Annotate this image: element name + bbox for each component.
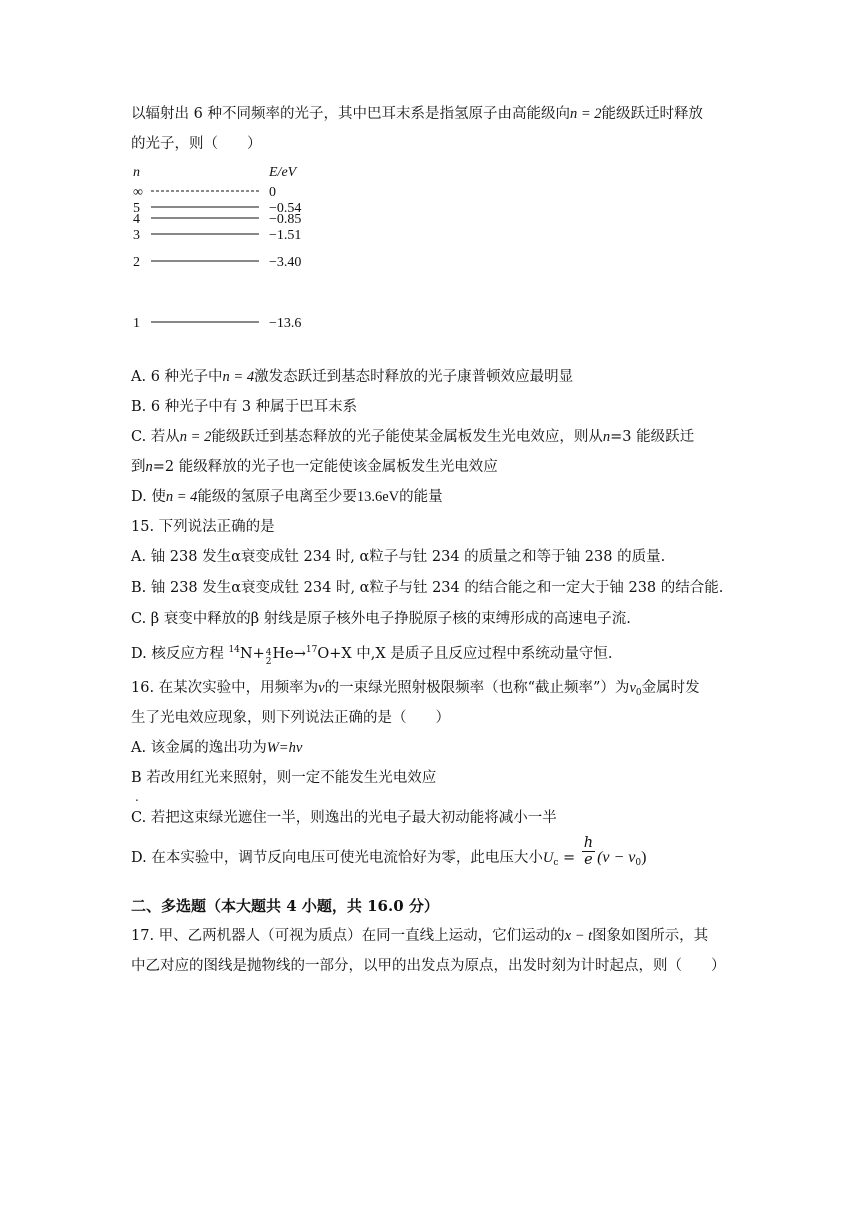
level-n-label: 3 <box>133 228 140 243</box>
math-n2: n = 2 <box>179 429 212 445</box>
math-frequency-diff: (ν − ν <box>597 849 636 866</box>
math-x-t: x − t <box>564 928 593 944</box>
level-energy-label: −1.51 <box>269 228 302 243</box>
nuclide-text: He→ <box>272 646 306 662</box>
option-text: 能级跃迁到基态释放的光子能使某金属板发生光电效应，则从 <box>211 429 603 445</box>
subscript: 0 <box>635 688 642 698</box>
option-text: O+X 中,X 是质子且反应过程中系统动量守恒. <box>317 646 613 662</box>
option-text: 能级的氢原子电离至少要 <box>197 489 357 505</box>
intro-text: 的光子，则（ ） <box>131 136 262 152</box>
col-n-label: n <box>133 165 140 180</box>
question-stem: 生了光电效应现象，则下列说法正确的是（ ） <box>131 710 450 726</box>
question-stem: 的一束绿光照射极限频率（也称“截止频率”）为 <box>324 680 630 696</box>
mass-number: 17 <box>305 645 318 655</box>
intro-line-1 <box>131 104 703 124</box>
option-text: C. 若把这束绿光遮住一半，则逸出的光电子最大初动能将减小一半 <box>131 810 557 826</box>
q14-option-c <box>131 427 694 447</box>
col-e-label: E/eV <box>269 165 297 180</box>
option-text: D. 核反应方程 <box>131 646 224 662</box>
math-nu0: ν <box>629 680 636 696</box>
math-n: n <box>602 429 611 445</box>
option-text: C. β 衰变中释放的β 射线是原子核外电子挣脱原子核的束缚形成的高速电子流. <box>131 611 631 627</box>
level-energy-label: −13.6 <box>269 316 302 331</box>
question-stem: 图象如图所示，其 <box>592 928 709 944</box>
option-text: 的能量 <box>399 489 443 505</box>
option-text: =2 能级释放的光子也一定能使该金属板发生光电效应 <box>152 459 498 475</box>
option-text: =3 能级跃迁 <box>610 429 695 445</box>
q16-option-b <box>131 768 436 788</box>
q14-option-c-line2 <box>131 457 498 477</box>
option-b-dot: . <box>135 790 139 804</box>
question-stem: 17. 甲、乙两机器人（可视为质点）在同一直线上运动，它们运动的 <box>131 928 565 944</box>
energy-levels <box>133 185 301 331</box>
mass-number: 14 <box>228 645 240 655</box>
option-text: D. 在本实验中，调节反向电压可使光电流恰好为零，此电压大小 <box>131 850 543 866</box>
math-nu: ν <box>318 680 325 696</box>
math-n4: n = 4 <box>165 489 198 505</box>
equals-sign: = <box>558 850 580 866</box>
level-energy-label: −3.40 <box>269 255 302 270</box>
option-text: B. 6 种光子中有 3 种属于巴耳末系 <box>131 399 358 415</box>
intro-text: 以辐射出 6 种不同频率的光子，其中巴耳末系是指氢原子由高能级向 <box>131 106 570 122</box>
option-text: A. 铀 238 发生α衰变成钍 234 时, α粒子与钍 234 的质量之和等于铀 238 的质量. <box>131 549 666 565</box>
q16-option-c <box>131 808 557 828</box>
q15-option-a <box>131 547 665 567</box>
level-n-label: 5 <box>133 201 140 216</box>
option-text: A. 该金属的逸出功为 <box>131 740 267 756</box>
q14-option-b <box>131 397 357 417</box>
option-text: A. 6 种光子中 <box>131 369 223 385</box>
level-energy-label: −0.85 <box>269 212 302 227</box>
question-stem: 中乙对应的图线是抛物线的一部分，以甲的出发点为原点，出发时刻为计时起点，则（ ） <box>131 958 726 974</box>
math-n: n <box>145 459 153 475</box>
math-n2: n = 2 <box>569 106 602 122</box>
math-voltage: U <box>542 850 554 866</box>
level-n-label: ∞ <box>133 185 143 200</box>
question-stem: 金属时发 <box>641 680 700 696</box>
level-energy-label: −0.54 <box>269 201 302 216</box>
q14-option-a <box>131 367 573 387</box>
level-energy-label: 0 <box>269 185 276 200</box>
he-nuclide-numbers <box>266 649 272 667</box>
q16-option-d <box>131 834 647 873</box>
mass-number: 4 <box>265 648 272 658</box>
math-work-function: W=hν <box>266 740 303 756</box>
denominator: e <box>584 851 593 868</box>
q15-option-b <box>131 578 723 598</box>
q15-option-d <box>131 640 612 667</box>
subscript: 0 <box>635 858 642 868</box>
question-stem: 15. 下列说法正确的是 <box>131 519 275 535</box>
nuclide-text: N+ <box>239 646 265 662</box>
heading-text: 二、多选题（本大题共 4 小题，共 16.0 分） <box>131 897 439 915</box>
energy-value: 13.6eV <box>356 489 400 505</box>
numerator: h <box>583 834 594 851</box>
option-text: D. 使 <box>131 489 166 505</box>
option-text: B 若改用红光来照射，则一定不能发生光电效应 <box>131 770 437 786</box>
q14-option-d <box>131 487 443 507</box>
q16-option-a <box>131 738 302 758</box>
intro-line-2 <box>131 134 262 154</box>
option-text: 到 <box>131 459 146 475</box>
level-n-label: 2 <box>133 255 140 270</box>
q16-stem-line2 <box>131 708 450 728</box>
q17-stem-line1 <box>131 926 708 946</box>
atomic-number: 2 <box>265 657 272 667</box>
fraction-h-over-e <box>582 835 595 868</box>
section-heading <box>131 896 439 916</box>
option-text: C. 若从 <box>131 429 180 445</box>
question-stem: 16. 在某次实验中，用频率为 <box>131 680 319 696</box>
q17-stem-line2 <box>131 956 726 976</box>
option-text: B. 铀 238 发生α衰变成钍 234 时, α粒子与钍 234 的结合能之和一定大于铀 238 的结合能. <box>131 580 724 596</box>
close-paren: ) <box>641 849 647 866</box>
q15-stem <box>131 517 275 537</box>
q15-option-c <box>131 609 631 629</box>
subscript: c <box>553 858 559 868</box>
level-n-label: 4 <box>133 212 140 227</box>
intro-text: 能级跃迁时释放 <box>601 106 703 122</box>
math-n4: n = 4 <box>222 369 255 385</box>
q16-stem-line1 <box>131 678 700 703</box>
option-text: 激发态跃迁到基态时释放的光子康普顿效应最明显 <box>254 369 574 385</box>
level-n-label: 1 <box>133 316 140 331</box>
energy-level-diagram <box>131 164 351 339</box>
